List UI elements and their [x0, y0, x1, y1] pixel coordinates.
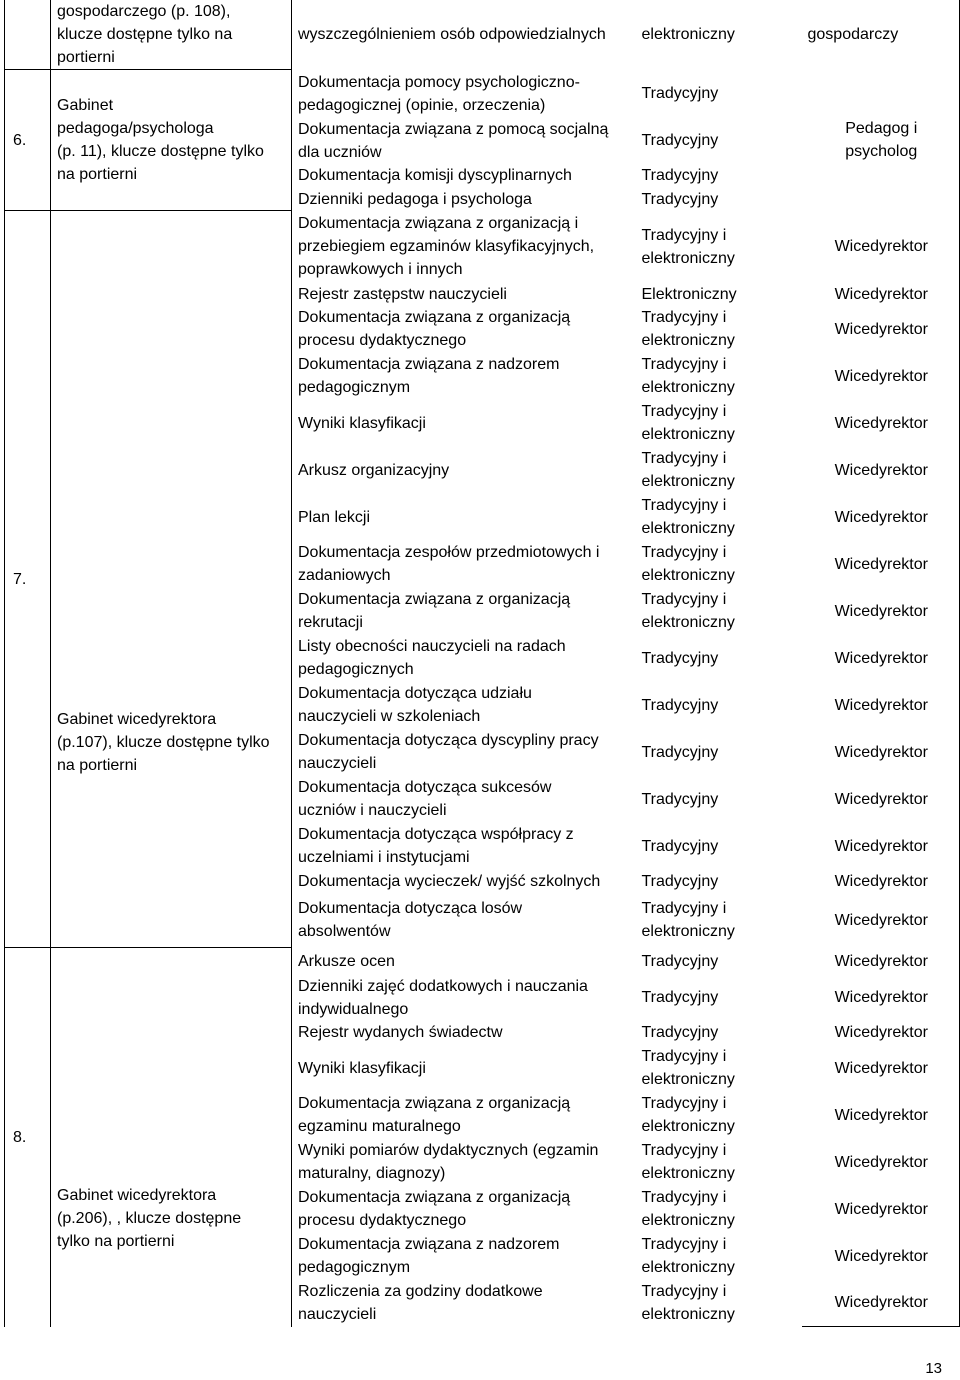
document-form: Tradycyjny	[641, 1024, 719, 1041]
group-number: 8.	[5, 948, 51, 1327]
storage-location: gospodarczego (p. 108), klucze dostępne tylko na portierni	[51, 0, 292, 70]
responsible-person: Wicedyrektor	[802, 541, 960, 588]
document-type: Wyniki pomiarów dydaktycznych (egzamin maturalny, diagnozy)	[298, 1142, 599, 1182]
responsible-person: Pedagog i psycholog	[802, 70, 960, 211]
responsible-person: Wicedyrektor	[802, 776, 960, 823]
responsible-person: Wicedyrektor	[802, 1021, 960, 1045]
document-type: Dzienniki pedagoga i psychologa	[298, 190, 532, 208]
document-type: Dokumentacja wycieczek/ wyjść szkolnych	[298, 872, 601, 890]
document-type: Dokumentacja związana z organizacją rekrutacji	[298, 591, 571, 631]
document-form: Tradycyjny	[641, 872, 719, 890]
responsible-person: Wicedyrektor	[802, 635, 960, 682]
responsible-person: Wicedyrektor	[802, 494, 960, 541]
document-type: Arkusz organizacyjny	[298, 461, 450, 479]
responsible-person: Wicedyrektor	[802, 823, 960, 870]
document-type: Dokumentacja komisji dyscyplinarnych	[298, 167, 572, 184]
document-type: Dzienniki zajęć dodatkowych i nauczania indywidualnego	[298, 977, 588, 1018]
document-type: Dokumentacja związana z nadzorem pedagogicznym	[298, 1236, 560, 1276]
document-form: Tradycyjny i elektroniczny	[641, 1236, 735, 1276]
document-type: Dokumentacja związana z organizacją procesu dydaktycznego	[298, 309, 571, 349]
responsible-person: Wicedyrektor	[802, 1233, 960, 1280]
document-form: Tradycyjny i elektroniczny	[641, 309, 735, 349]
document-form: Tradycyjny	[641, 952, 719, 970]
group-number	[5, 0, 51, 70]
responsible-person: Wicedyrektor	[802, 682, 960, 729]
document-form: Tradycyjny i elektroniczny	[641, 1048, 735, 1088]
responsible-person: Wicedyrektor	[802, 1139, 960, 1186]
document-type: Dokumentacja związana z organizacją egzaminu maturalnego	[298, 1095, 571, 1135]
table-row	[5, 0, 960, 70]
responsible-person: Wicedyrektor	[802, 1280, 960, 1327]
responsible-person: Wicedyrektor	[802, 870, 960, 893]
document-form: Tradycyjny	[641, 85, 719, 102]
storage-location: Gabinet wicedyrektora (p.107), klucze dostępne tylko na portierni	[51, 211, 292, 948]
document-form: Tradycyjny i elektroniczny	[641, 1142, 735, 1182]
document-type: Dokumentacja związana z organizacją i przebiegiem egzaminów klasyfikacyjnych, poprawkowych i innych	[298, 215, 595, 278]
group-number: 6.	[5, 70, 51, 211]
document-type: Dokumentacja zespołów przedmiotowych i zadaniowych	[298, 544, 600, 584]
document-form: Tradycyjny i elektroniczny	[641, 450, 735, 490]
responsible-person: Wicedyrektor	[802, 1186, 960, 1233]
document-type: Dokumentacja dotycząca losów absolwentów	[298, 900, 523, 940]
document-type: Rejestr wydanych świadectw	[298, 1024, 503, 1041]
document-form: Tradycyjny i elektroniczny	[641, 356, 735, 396]
responsible-person: Wicedyrektor	[802, 353, 960, 400]
document-type: Wyniki klasyfikacji	[298, 1059, 426, 1077]
storage-location: Gabinet pedagoga/psychologa (p. 11), klucze dostępne tylko na portierni	[51, 70, 292, 211]
document-type: Dokumentacja dotycząca udziału nauczycieli w szkoleniach	[298, 685, 532, 725]
document-type: Rozliczenia za godziny dodatkowe nauczycieli	[298, 1283, 543, 1323]
document-type: Listy obecności nauczycieli na radach pedagogicznych	[298, 638, 566, 678]
document-type: Wyniki klasyfikacji	[298, 414, 426, 432]
document-form: Tradycyjny i elektroniczny	[641, 1283, 735, 1323]
document-form: Tradycyjny	[641, 132, 719, 149]
document-type: Rejestr zastępstw nauczycieli	[298, 285, 507, 303]
responsible-person: Wicedyrektor	[802, 1045, 960, 1092]
document-form: Tradycyjny i elektroniczny	[641, 544, 735, 584]
document-type: wyszczególnieniem osób odpowiedzialnych	[298, 26, 606, 44]
responsible-person: Wicedyrektor	[802, 283, 960, 306]
document-type: Dokumentacja dotycząca sukcesów uczniów i nauczycieli	[298, 779, 552, 819]
responsible-person: Wicedyrektor	[802, 948, 960, 975]
table-row	[5, 948, 960, 975]
document-form: Tradycyjny i elektroniczny	[641, 1189, 735, 1229]
document-type: Dokumentacja dotycząca dyscypliny pracy nauczycieli	[298, 732, 599, 772]
document-type: Dokumentacja związana z nadzorem pedagogicznym	[298, 356, 560, 396]
responsible-person: Wicedyrektor	[802, 447, 960, 494]
document-type: Dokumentacja pomocy psychologiczno- pedagogicznej (opinie, orzeczenia)	[298, 73, 580, 114]
document-form: Tradycyjny i elektroniczny	[641, 497, 735, 537]
document-form: Tradycyjny	[641, 649, 719, 667]
document-form: Tradycyjny i elektroniczny	[641, 226, 735, 267]
document-form: Tradycyjny	[641, 743, 719, 761]
document-form: Tradycyjny	[641, 190, 719, 208]
document-type: Plan lekcji	[298, 508, 371, 526]
page-number: 13	[925, 1360, 942, 1377]
document-form: elektroniczny	[641, 26, 735, 44]
archive-table-body	[5, 0, 960, 1327]
document-type: Dokumentacja dotycząca współpracy z uczelniami i instytucjami	[298, 826, 574, 866]
responsible-person: Wicedyrektor	[802, 1092, 960, 1139]
document-form: Tradycyjny	[641, 837, 719, 855]
responsible-person: Wicedyrektor	[802, 306, 960, 353]
document-form: Tradycyjny i elektroniczny	[641, 591, 735, 631]
responsible-person: Wicedyrektor	[802, 975, 960, 1021]
table-row	[5, 70, 960, 118]
responsible-person: Wicedyrektor	[802, 400, 960, 447]
document-form: Tradycyjny	[641, 696, 719, 714]
document-type: Arkusze ocen	[298, 952, 395, 970]
responsible-person: Wicedyrektor	[802, 588, 960, 635]
document-type: Dokumentacja związana z organizacją procesu dydaktycznego	[298, 1189, 571, 1229]
document-type: Dokumentacja związana z pomocą socjalną dla uczniów	[298, 120, 609, 161]
document-form: Tradycyjny	[641, 790, 719, 808]
document-form: Tradycyjny	[641, 989, 719, 1006]
responsible-person: Wicedyrektor	[802, 893, 960, 948]
archive-table	[4, 0, 960, 1327]
responsible-person: gospodarczy	[802, 0, 960, 70]
document-form: Tradycyjny i elektroniczny	[641, 1095, 735, 1135]
table-row	[5, 211, 960, 283]
storage-location: Gabinet wicedyrektora (p.206), , klucze dostępne tylko na portierni	[51, 948, 292, 1327]
group-number: 7.	[5, 211, 51, 948]
responsible-person: Wicedyrektor	[802, 211, 960, 283]
document-form: Tradycyjny i elektroniczny	[641, 403, 735, 443]
document-form: Tradycyjny i elektroniczny	[641, 900, 735, 940]
document-form: Elektroniczny	[641, 285, 737, 303]
responsible-person: Wicedyrektor	[802, 729, 960, 776]
document-form: Tradycyjny	[641, 167, 719, 184]
